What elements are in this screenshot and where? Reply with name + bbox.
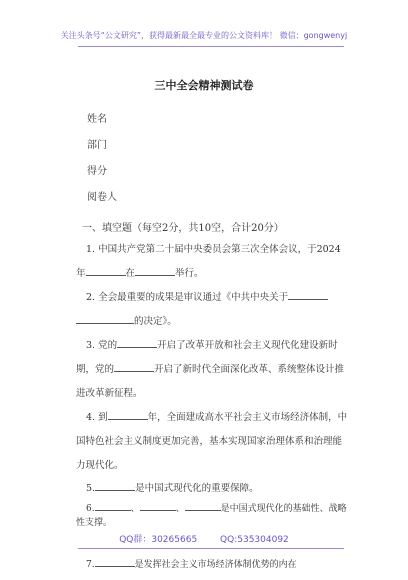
- question-text: 是中国式现代化的重要保障。: [135, 483, 259, 494]
- question-text: 5.: [86, 483, 96, 494]
- question-text: 是中国式现代化的基础性、战略性支撑。: [76, 504, 347, 528]
- answer-blank: [185, 500, 221, 511]
- qq-group-text: QQ群：30265665: [119, 535, 198, 545]
- answer-blank: [135, 265, 175, 276]
- answer-blank: [95, 480, 135, 491]
- question-text: 年，全面建成高水平社会主义市场经济体制，中国特色社会主义制度更加完善，基本实现国家治理体系和治理能力现代化。: [76, 412, 348, 471]
- question-text: 举行。: [175, 268, 204, 279]
- answer-blank: [117, 337, 157, 348]
- question-text: 、: [175, 504, 185, 514]
- question-7: [76, 556, 348, 572]
- qq-text: QQ:535304092: [220, 535, 289, 545]
- field-grader-label: 阅卷人: [87, 192, 117, 203]
- question-text: 在: [125, 268, 136, 279]
- question-text: 开启了改革开放和社会主义现代化建设新时期，党的: [76, 340, 338, 375]
- question-1: [76, 238, 348, 286]
- question-text: 6.: [86, 504, 95, 514]
- footer-divider: [78, 548, 344, 549]
- field-name-label: 姓名: [87, 114, 107, 125]
- answer-blank: [95, 556, 135, 567]
- question-text: 4. 到: [86, 412, 108, 423]
- question-5: [76, 478, 348, 500]
- question-text: 3. 党的: [86, 340, 118, 351]
- question-text: 开启了新时代全面深化改革、系统整体设计推进改革新征程。: [76, 364, 345, 399]
- answer-blank: [95, 500, 131, 511]
- question-text: 、: [130, 504, 140, 514]
- answer-blank: [86, 265, 126, 276]
- footer-contact: [0, 532, 408, 545]
- answer-blank: [76, 313, 134, 324]
- page-title: 三中全会精神测试卷: [154, 79, 254, 92]
- question-4: [76, 406, 348, 478]
- header-divider: [78, 46, 344, 47]
- question-3: [76, 334, 348, 406]
- question-text: 2. 全会最重要的成果是审议通过《中共中央关于: [86, 292, 289, 303]
- header-notice: 关注头条号“公文研究”，获得最新最全最专业的公文资料库！ 微信：gongwenyj: [60, 31, 348, 40]
- answer-blank: [288, 289, 328, 300]
- section-heading: 一、填空题（每空2分，共10空，合计20分）: [82, 223, 284, 234]
- question-text: 是发挥社会主义市场经济体制优势的内在: [134, 560, 297, 570]
- field-score-label: 得分: [87, 166, 107, 177]
- question-text: 的决定》。: [134, 316, 177, 327]
- answer-blank: [114, 361, 154, 372]
- field-department-label: 部门: [87, 140, 107, 151]
- question-text: 7.: [86, 560, 95, 570]
- answer-blank: [140, 500, 176, 511]
- question-2: [76, 286, 348, 334]
- question-6: [76, 500, 348, 530]
- answer-blank: [108, 409, 148, 420]
- question-text: 1. 中国共产党第二十届中央委员会第三次全体会议，于2024年: [76, 244, 341, 279]
